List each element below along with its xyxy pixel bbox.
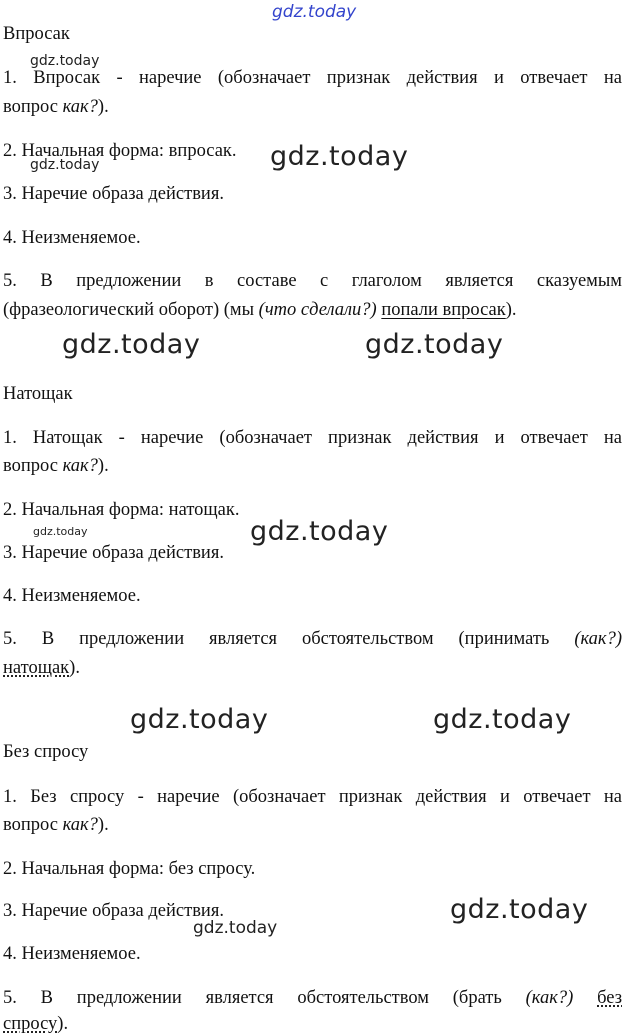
paragraph-line: 3. Наречие образа действия. <box>3 543 224 563</box>
watermark: gdz.today <box>33 525 88 538</box>
paragraph-line: 2. Начальная форма: натощак. <box>3 500 240 520</box>
paragraph-line: 2. Начальная форма: без спросу. <box>3 859 256 879</box>
watermark: gdz.today <box>30 53 100 69</box>
section-heading: Натощак <box>3 384 73 404</box>
paragraph-line: 1. Натощак - наречие (обозначает признак действия и отвечает на <box>3 428 622 448</box>
paragraph-line: 5. В предложении в составе с глаголом является сказуемым <box>3 271 622 291</box>
paragraph-line: 2. Начальная форма: впросак. <box>3 141 237 161</box>
watermark-top: gdz.today <box>272 2 357 22</box>
paragraph-line: 5. В предложении является обстоятельством (брать (как?) без <box>3 988 623 1008</box>
watermark: gdz.today <box>130 704 269 735</box>
section-heading: Впросак <box>3 24 70 44</box>
paragraph-line: 1. Без спросу - наречие (обозначает признак действия и отвечает на <box>3 787 622 807</box>
watermark: gdz.today <box>450 894 589 925</box>
paragraph-line: 3. Наречие образа действия. <box>3 901 224 921</box>
paragraph-line: вопрос как?). <box>3 815 109 835</box>
paragraph-line: вопрос как?). <box>3 456 109 476</box>
watermark: gdz.today <box>62 329 201 360</box>
paragraph-line: 4. Неизменяемое. <box>3 586 141 606</box>
paragraph-line: (фразеологический оборот) (мы (что сделали?) попали впросак). <box>3 300 517 320</box>
paragraph-line: 1. Впросак - наречие (обозначает признак действия и отвечает на <box>3 68 622 88</box>
watermark: gdz.today <box>270 141 409 172</box>
paragraph-line: спросу). <box>3 1014 69 1034</box>
paragraph-line: 4. Неизменяемое. <box>3 228 141 248</box>
paragraph-line: 5. В предложении является обстоятельством (принимать (как?) <box>3 629 622 649</box>
watermark: gdz.today <box>250 516 389 547</box>
paragraph-line: 3. Наречие образа действия. <box>3 184 224 204</box>
paragraph-line: натощак). <box>3 658 80 678</box>
watermark: gdz.today <box>433 704 572 735</box>
paragraph-line: 4. Неизменяемое. <box>3 944 141 964</box>
watermark: gdz.today <box>193 918 278 938</box>
watermark: gdz.today <box>365 329 504 360</box>
section-heading: Без спросу <box>3 742 89 762</box>
watermark: gdz.today <box>30 157 100 173</box>
paragraph-line: вопрос как?). <box>3 97 109 117</box>
